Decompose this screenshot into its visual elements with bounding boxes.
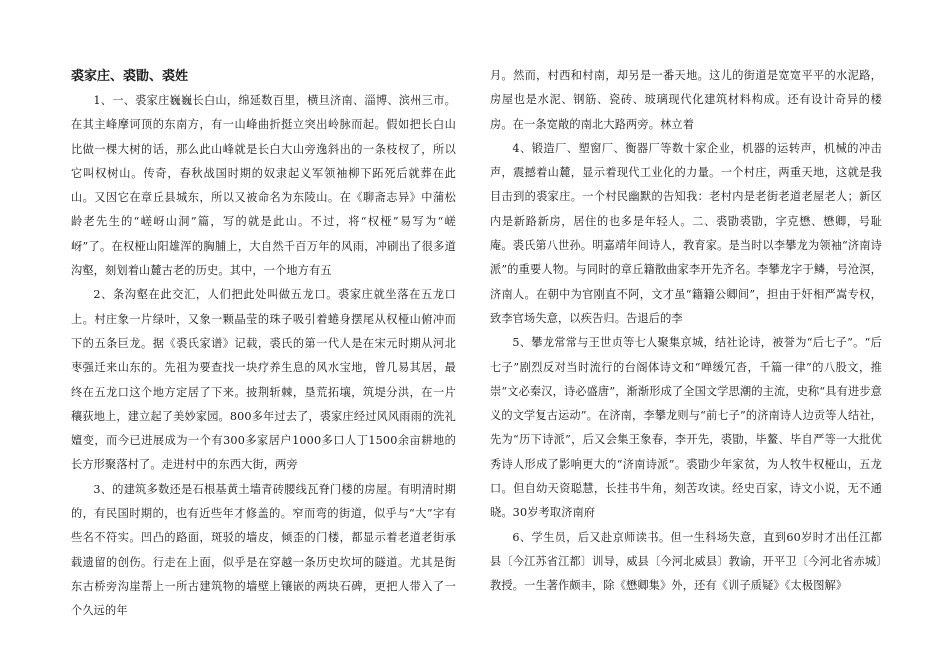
right-column <box>490 64 882 599</box>
paragraph-6: 6、学生员，后又赴京师读书。但一生科场失意，直到60岁时才出任江都县〔今江苏省江都〕训导，威县〔今河北威县〕教谕，开平卫〔今河北省赤城〕教授。一生著作颇丰，除《懋卿集》外，还有《训子质疑》《太极图解》 <box>490 530 882 593</box>
document-title: 裘家庄、裘勖、裘姓 <box>71 69 189 84</box>
paragraph-4: 4、锻造厂、塑窗厂、衡器厂等数十家企业，机器的运转声，机械的冲击声，震撼着山麓，显示着现代工业化的力量。一个村庄，两重天地，这就是我目击到的裘家庄。一个村民幽默的告知我：老村内是老街老道老屋老人；新区内是新路新房，居住的也多是年轻人。二、裘勖裘勖，字克懋、懋卿，号耻庵。裘氏第八世孙。明嘉靖年间诗人，教育家。是当时以李攀龙为领袖“济南诗派”的重要人物。与同时的章丘籍散曲家李开先齐名。李攀龙字于鳞，号沧溟，济南人。在朝中为官刚直不阿，文才虽“籍籍公卿间”，担由于奸相严嵩专权，致李官场失意，以疾告归。告退后的李 <box>490 141 882 325</box>
paragraph-3: 3、的建筑多数还是石根基黄土墙青砖腰线瓦脊门楼的房屋。有明清时期的，有民国时期的，也有近些年才修盖的。窄而弯的街道，似乎与“大”字有些名不符实。凹凸的路面，斑驳的墙皮，倾歪的门楼，都显示着老道老街承载遗留的创伤。行走在上面，似乎是在穿越一条历史坎坷的隧道。尤其是街东古桥旁沟崖帮上一所古建筑物的墙壁上镶嵌的两块石碑，更把人带入了一个久远的年 <box>71 482 456 618</box>
paragraph-3-continued: 月。然而，村西和村南，却另是一番天地。这儿的街道是宽宽平平的水泥路，房屋也是水泥、钢筋、瓷砖、玻璃现代化建筑材料构成。还有设计奇异的楼房。在一条宽敞的南北大路两旁。林立着 <box>490 69 882 131</box>
left-column <box>71 64 456 624</box>
paragraph-2: 2、条沟壑在此交汇，人们把此处叫做五龙口。裘家庄就坐落在五龙口上。村庄象一片绿叶，又象一颗晶莹的珠子吸引着蜷身摆尾从权桠山俯冲而下的五条巨龙。据《裘氏家谱》记载，裘氏的第一代人是在宋元时期从河北枣强迁来山东的。先祖为要查找一块疗养生息的风水宝地，曾几易其居，最终在五龙口这个地方定居了下来。披荆斩棘，垦荒拓壤，筑堤分洪，在一片穰荻地上，建立起了美妙家园。800多年过去了，裘家庄经过风风雨雨的洗礼嬗变，而今已进展成为一个有300多家居户1000多口人丁1500余亩耕地的长方形聚落村了。走进村中的东西大街，两旁 <box>71 288 456 472</box>
paragraph-1: 1、一、裘家庄巍巍长白山，绵延数百里，横旦济南、淄博、滨州三市。在其主峰摩诃顶的东南方，有一山峰曲折挺立突出岭脉而起。假如把长白山比做一棵大树的话，那么此山峰就是长白大山旁逸斜出的一条枝杈了，所以它叫权树山。传奇，春秋战国时期的奴隶起义军领袖柳下跖死后就葬在此山。又因它在章丘县城东，所以又被命名为东陵山。在《聊斋志异》中蒲松龄老先生的“嵯岈山洞”篇，写的就是此山。不过，将“权桠”易写为“嵯岈”了。在权桠山阳雄浑的胸脯上，大自然千百万年的风雨，冲刷出了很多道沟壑，刻划着山麓古老的历史。其中，一个地方有五 <box>71 94 456 278</box>
paragraph-5: 5、攀龙常常与王世贞等七人聚集京城，结社论诗，被誉为“后七子”。“后七子”剧烈反对当时流行的台阁体诗文和“啴缓冗沓，千篇一律”的八股文，推崇“文必秦汉，诗必盛唐”，渐渐形成了全国文学思潮的主流，史称“具有进步意义的文学复古运动”。在济南，李攀龙则与“前七子”的济南诗人边贡等人结社，先为“历下诗派”，后又会集王象春，李开先，裘勖，毕鳌、毕自严等一大批优秀诗人形成了影响更大的“济南诗派”。裘勖少年家贫，为人牧牛权桠山，五龙口。但自幼天资聪慧，长挂书牛角，刻苦攻读。经史百家，诗文小说，无不通晓。30岁考取济南府 <box>490 336 882 520</box>
